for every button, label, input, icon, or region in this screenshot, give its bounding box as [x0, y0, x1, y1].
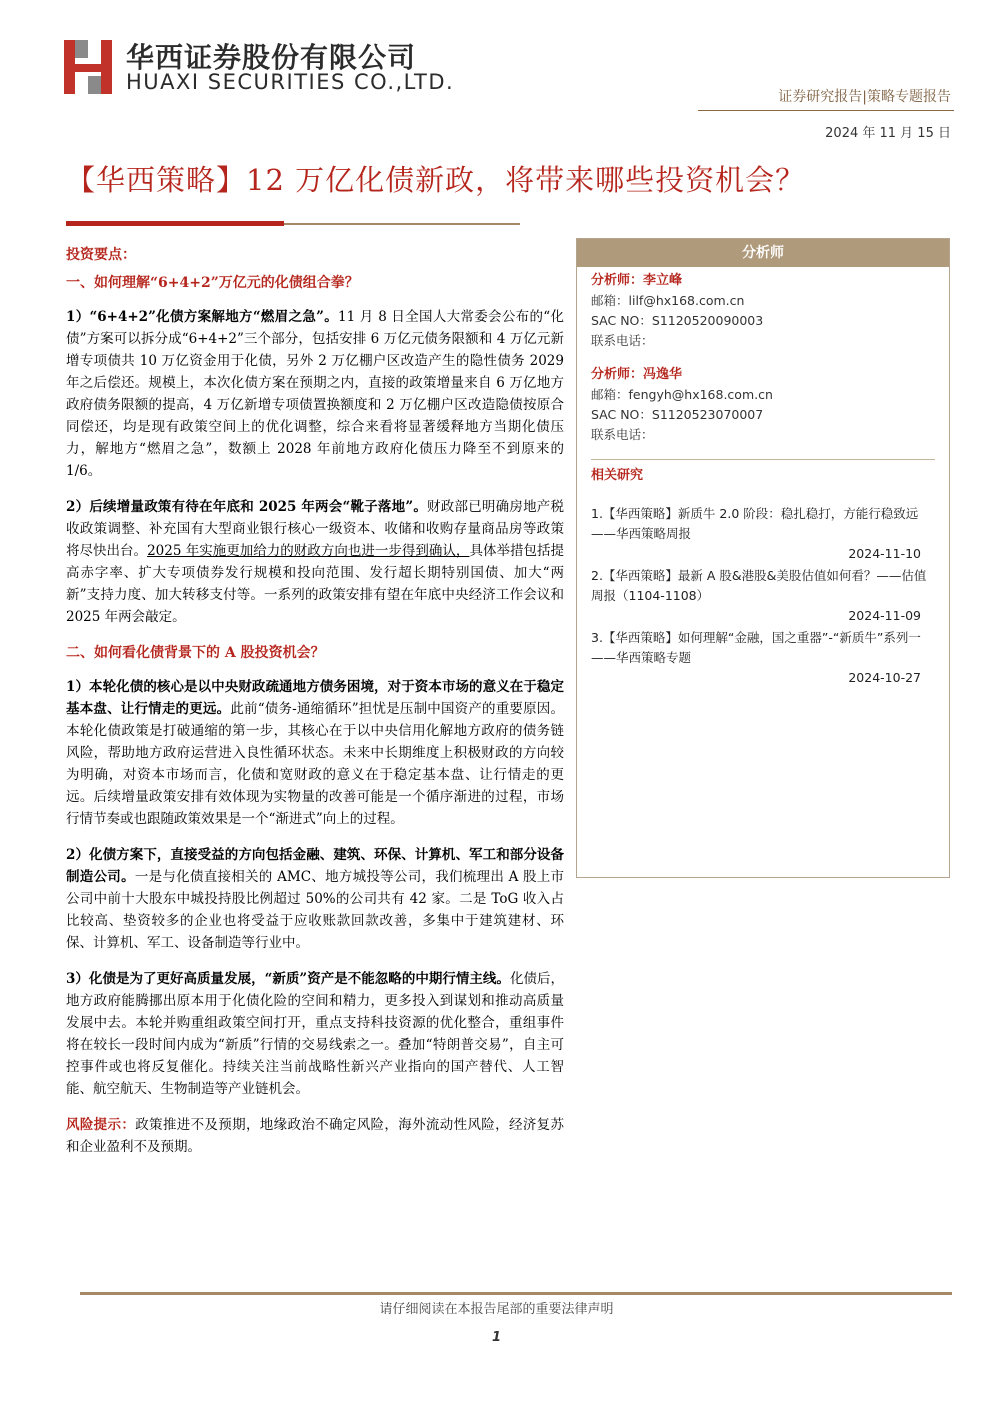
- section-2-p1-text: 此前“债务-通缩循环”担忧是压制中国资产的重要原因。本轮化债政策是打破通缩的第一步，其核心在于以中央信用化解地方政府的债务链风险，帮助地方政府运营进入良性循环状态。未来中长期维度上积极财政的方向较为明确，对资本市场而言，化债和宽财政的意义在于稳定基本盘、让行情走的更远。后续增量政策安排有效体现为实物量的改善可能是一个循序渐进的过程，市场行情节奏或也跟随政策效果是一个“渐进式”向上的过程。: [66, 701, 564, 827]
- analyst-sac: SAC NO：S1120520090003: [591, 313, 764, 328]
- investment-highlights-label: 投资要点：: [66, 247, 136, 263]
- section-2-paragraph-3: [66, 968, 564, 1100]
- section-1-paragraph-2: [66, 496, 564, 628]
- company-name-cn: 华西证券股份有限公司: [126, 41, 417, 74]
- page-number: 1: [491, 1330, 502, 1345]
- section-2-p3-lead: 3）化债是为了更好高质量发展，“新质”资产是不能忽略的中期行情主线。: [66, 971, 510, 987]
- section-1-p2-text-a: 财政部已明确房地产税收政策调整、补充国有大型商业银行核心一级资本、收储和收购存量商品房等政策将尽快出台。: [66, 499, 564, 559]
- analyst-sac: SAC NO：S1120523070007: [591, 407, 764, 422]
- section-1-heading: 一、如何理解“6+4+2”万亿元的化债组合拳？: [66, 275, 359, 291]
- analyst-email[interactable]: 邮箱：fengyh@hx168.com.cn: [591, 387, 773, 402]
- analyst-phone: 联系电话：: [591, 427, 654, 442]
- section-2-p3-text: 化债后，地方政府能腾挪出原本用于化债化险的空间和精力，更多投入到谋划和推动高质量发展中去。本轮并购重组政策空间打开，重点支持科技资源的优化整合，重组事件将在较长一段时间内成为“新质”行情的交易线索之一。叠加“特朗普交易”，自主可控事件或也将反复催化。持续关注当前战略性新兴产业指向的国产替代、人工智能、航空航天、生物制造等产业链机会。: [66, 971, 564, 1097]
- related-research-date: 2024-11-09: [848, 608, 921, 623]
- related-research-date: 2024-11-10: [848, 546, 921, 561]
- section-1-p1-text: 11 月 8 日全国人大常委会公布的“化债”方案可以拆分成“6+4+2”三个部分，包括安排 6 万亿元债务限额和 4 万亿元新增专项债共 10 万亿资金用于化债，另外 2 万亿棚户区改造产生的隐性债务 2029 年之后偿还。规模上，本次化债方案在预期之内，直接的政策增量来自 6 万亿地方政府债务限额的提高，4 万亿新增专项债置换额度和 2 万亿棚户区改造隐债按原合同偿还，均是现有政策空间上的优化调整，综合来看将显著缓释地方当期化债压力，解地方“燃眉之急”，数额上 2028 年前地方政府化债压力降至不到原来的 1/6。: [66, 309, 564, 479]
- sidebar-divider: [591, 459, 935, 460]
- risk-text: 政策推进不及预期，地缘政治不确定风险，海外流动性风险，经济复苏和企业盈利不及预期。: [66, 1117, 565, 1155]
- section-1-p2-underline: 2025 年实施更加给力的财政方向也进一步得到确认，: [147, 543, 470, 559]
- analyst-name: 分析师：冯逸华: [591, 367, 683, 382]
- risk-warning: [66, 1114, 564, 1158]
- report-date: 2024 年 11 月 15 日: [825, 126, 951, 141]
- section-1-paragraph-1: [66, 306, 564, 482]
- related-research-item[interactable]: 2.【华西策略】最新 A 股&港股&美股估值如何看？——估值周报（1104-1108）: [591, 568, 927, 603]
- analyst-phone: 联系电话：: [591, 333, 654, 348]
- analyst-name: 分析师：李立峰: [591, 273, 683, 288]
- related-research-title: 相关研究: [591, 468, 644, 483]
- report-type: 证券研究报告|策略专题报告: [778, 89, 951, 105]
- section-1-p2-lead: 2）后续增量政策有待在年底和 2025 年两会“靴子落地”。: [66, 499, 428, 515]
- section-2-heading: 二、如何看化债背景下的 A 股投资机会？: [66, 645, 325, 661]
- analyst-sidebar: [576, 238, 950, 878]
- company-name-en: HUAXI SECURITIES CO.,LTD.: [126, 70, 455, 94]
- section-1-p1-lead: 1）“6+4+2”化债方案解地方“燃眉之急”。: [66, 309, 339, 325]
- footer-divider: [80, 1292, 952, 1295]
- section-1-p2-text-b: 具体举措包括提高赤字率、扩大专项债券发行规模和投向范围、发行超长期特别国债、加大“两新”支持力度、加大转移支付等。一系列的政策安排有望在年底中央经济工作会议和 2025 年两会敲定。: [66, 543, 564, 625]
- risk-label: 风险提示：: [66, 1117, 136, 1133]
- section-2-paragraph-2: [66, 844, 564, 954]
- section-2-p2-lead: 2）化债方案下，直接受益的方向包括金融、建筑、环保、计算机、军工和部分设备制造公司。: [66, 847, 564, 885]
- huaxi-logo-icon: [62, 38, 114, 96]
- analyst-email[interactable]: 邮箱：lilf@hx168.com.cn: [591, 293, 745, 308]
- sidebar-header: 分析师: [577, 239, 949, 267]
- section-2-p1-lead: 1）本轮化债的核心是以中央财政疏通地方债务困境，对于资本市场的意义在于稳定基本盘、让行情走的更远。: [66, 679, 564, 717]
- analyst-card: [591, 271, 935, 351]
- header-divider: [698, 110, 954, 111]
- section-2-p2-text: 一是与化债直接相关的 AMC、地方城投等公司，我们梳理出 A 股上市公司中前十大股东中城投持股比例超过 50%的公司共有 42 家。二是 ToG 收入占比较高、垫资较多的企业也将受益于应收账款回款改善，多集中于建筑建材、环保、计算机、军工、设备制造等行业中。: [66, 869, 564, 951]
- title-underline-brown: [284, 223, 520, 225]
- title-underline-red: [66, 221, 284, 226]
- analyst-card: [591, 365, 935, 445]
- related-research-item[interactable]: 3.【华西策略】如何理解“金融，国之重器”-“新质牛”系列一——华西策略专题: [591, 630, 921, 665]
- report-title: 【华西策略】12 万亿化债新政，将带来哪些投资机会？: [66, 163, 806, 197]
- legal-notice: 请仔细阅读在本报告尾部的重要法律声明: [379, 1302, 614, 1317]
- section-2-paragraph-1: [66, 676, 564, 830]
- main-body: [66, 240, 564, 1172]
- related-research-date: 2024-10-27: [848, 670, 921, 685]
- related-research-item[interactable]: 1.【华西策略】新质牛 2.0 阶段：稳扎稳打，方能行稳致远——华西策略周报: [591, 506, 919, 541]
